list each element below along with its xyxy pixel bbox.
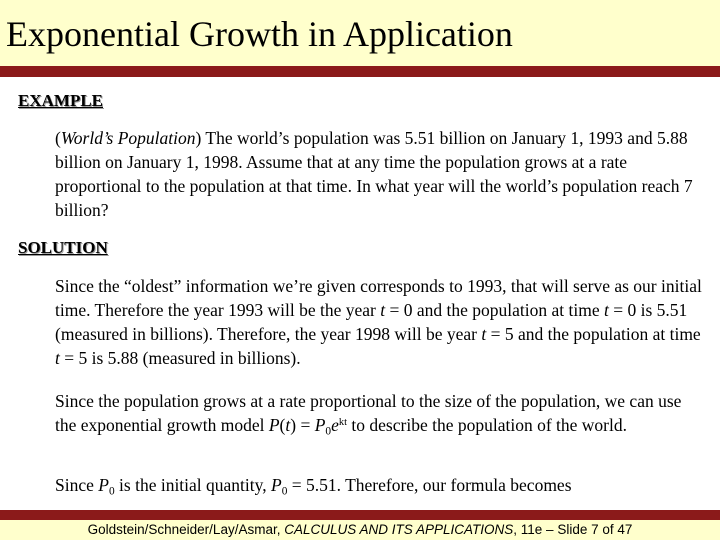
solution-paragraph-1: Since the “oldest” information we’re given corresponds to 1993, that will serve as our initial time. Therefore the year 1993 will be the year t = 0 and the population at time t = 0 is 5.51 (measured in billions). Therefore, the year 1998 will be year t = 5 and the population at time t = 5 is 5.88 (measured in billions). (55, 276, 702, 368)
solution-heading: SOLUTION (18, 238, 108, 257)
example-text: The world’s population was 5.51 billion on January 1, 1993 and 5.88 billion on January 1, 1998. Assume that at any time the population grows at a rate proportional to the population at that time. In what year will the world’s population reach 7 billion? (55, 128, 693, 220)
example-paragraph: (World’s Population) The world’s population was 5.51 billion on January 1, 1993 and 5.88 billion on January 1, 1998. Assume that at any time the population grows at a rate proportional to the population at that time. In what year will the world’s population reach 7 billion? (55, 128, 693, 220)
example-heading: EXAMPLE (18, 91, 103, 110)
title-divider (0, 66, 720, 77)
example-tag: World’s Population (60, 128, 196, 148)
growth-exponent: kt (338, 417, 348, 429)
footer-divider (0, 510, 720, 520)
solution-paragraph-2: Since the population grows at a rate proportional to the size of the population, we can use the exponential growth model $P(t) = P_0e^{kt}$ to describe the population of the world. (55, 391, 682, 438)
title-bar (0, 0, 720, 66)
book-title: CALCULUS AND ITS APPLICATIONS (284, 522, 514, 537)
slide-footer: Goldstein/Schneider/Lay/Asmar, CALCULUS AND ITS APPLICATIONS, 11e – Slide 7 of 47 (0, 520, 720, 540)
slide-title: Exponential Growth in Application (6, 14, 513, 54)
solution-paragraph-3: Since $P_0$ is the initial quantity, $P_0 = 5.51$. Therefore, our formula becomes (55, 475, 572, 498)
